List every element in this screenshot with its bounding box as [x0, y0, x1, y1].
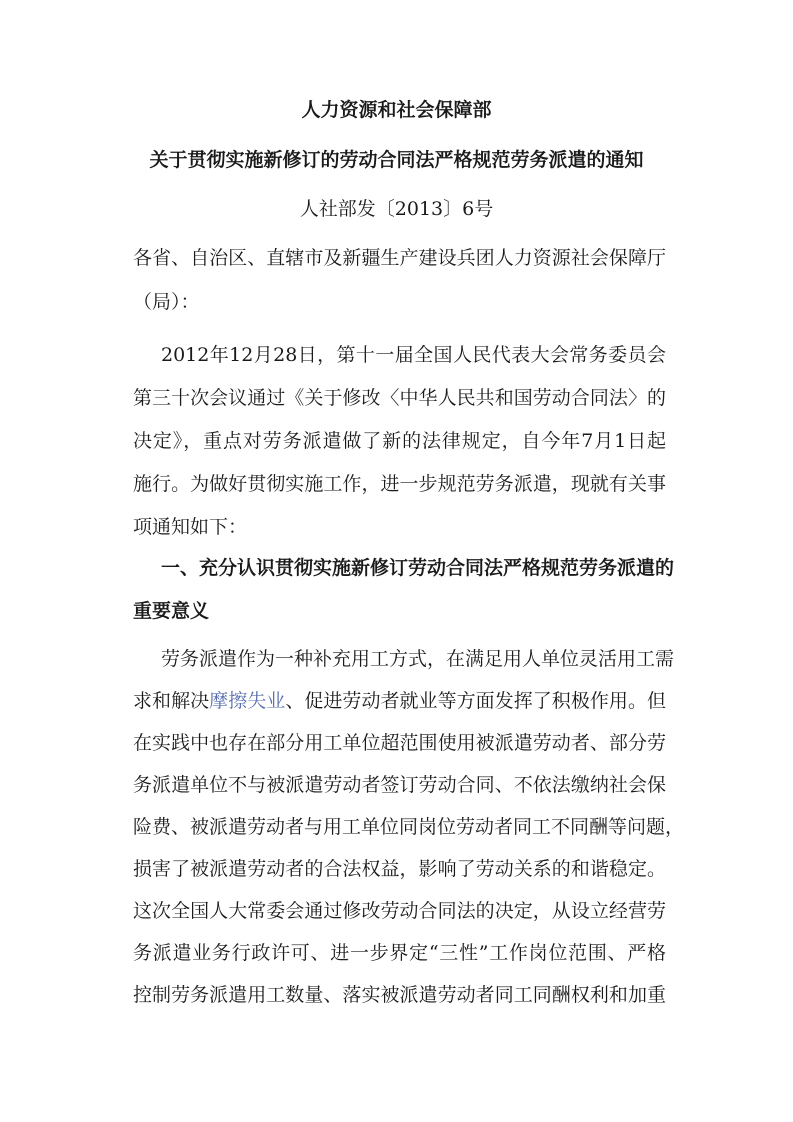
paragraph-line-2-start: 求和解决 — [133, 690, 210, 712]
paragraph-line-7: 这次全国人大常委会通过修改劳动合同法的决定，从设立经营劳 — [133, 900, 666, 922]
intro-line-4: 施行。为做好贯彻实施工作，进一步规范劳务派遣，现就有关事 — [133, 473, 666, 495]
paragraph-line-3: 在实践中也存在部分用工单位超范围使用被派遣劳动者、部分劳 — [133, 732, 666, 754]
frictional-unemployment-link[interactable]: 摩擦失业 — [209, 690, 286, 712]
agency-name: 人力资源和社会保障部 — [301, 99, 492, 121]
addressee-line-1: 各省、自治区、直辖市及新疆生产建设兵团人力资源社会保障厅 — [133, 247, 666, 269]
paragraph-line-2-end: 、促进劳动者就业等方面发挥了积极作用。但 — [285, 690, 666, 712]
intro-line-5: 项通知如下： — [133, 516, 248, 538]
intro-line-3: 决定》，重点对劳务派遣做了新的法律规定，自今年7月1日起 — [133, 430, 666, 452]
document-number: 人社部发〔2013〕6号 — [299, 198, 494, 220]
addressee-line-2: （局）： — [133, 291, 200, 313]
section-heading-line-1: 一、充分认识贯彻实施新修订劳动合同法严格规范劳务派遣的 — [161, 557, 675, 579]
paragraph-line-2 — [133, 689, 666, 713]
paragraph-line-6: 损害了被派遣劳动者的合法权益，影响了劳动关系的和谐稳定。 — [133, 858, 666, 880]
document-title: 关于贯彻实施新修订的劳动合同法严格规范劳务派遣的通知 — [149, 149, 644, 171]
paragraph-line-1: 劳务派遣作为一种补充用工方式，在满足用人单位灵活用工需 — [161, 648, 675, 670]
paragraph-line-8: 务派遣业务行政许可、进一步界定“三性”工作岗位范围、严格 — [133, 942, 666, 964]
intro-line-2: 第三十次会议通过《关于修改〈中华人民共和国劳动合同法〉的 — [133, 387, 666, 409]
paragraph-line-5: 险费、被派遣劳动者与用工单位同岗位劳动者同工不同酬等问题， — [133, 816, 685, 838]
intro-line-1: 2012年12月28日，第十一届全国人民代表大会常务委员会 — [161, 344, 666, 366]
paragraph-line-9: 控制劳务派遣用工数量、落实被派遣劳动者同工同酬权利和加重 — [133, 984, 666, 1006]
section-heading-line-2: 重要意义 — [133, 600, 210, 622]
paragraph-line-4: 务派遣单位不与被派遣劳动者签订劳动合同、不依法缴纳社会保 — [133, 774, 666, 796]
